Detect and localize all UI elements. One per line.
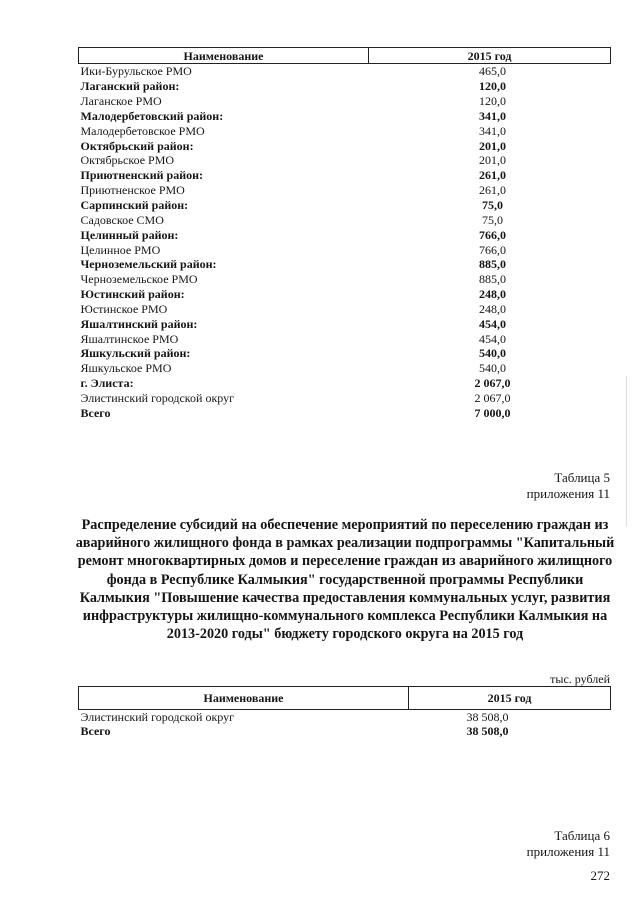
table-row xyxy=(79,109,611,124)
table-number: Таблица 6 xyxy=(554,828,610,843)
column-header-year: 2015 год xyxy=(369,48,611,64)
page-number: 272 xyxy=(590,868,610,883)
table-row xyxy=(79,287,611,302)
row-value: 2 067,0 xyxy=(474,390,511,405)
row-value: 261,0 xyxy=(479,168,506,183)
table-row xyxy=(79,376,611,391)
table-row xyxy=(79,212,611,227)
subsidy-table-5 xyxy=(78,686,611,738)
row-value: 201,0 xyxy=(479,153,506,168)
row-name: Яшалтинский район: xyxy=(80,316,198,331)
row-name: Малодербетовское РМО xyxy=(80,123,205,138)
table-header-row xyxy=(79,687,611,710)
row-value: 7 000,0 xyxy=(474,405,511,420)
row-value: 38 508,0 xyxy=(466,710,509,724)
row-name: Элистинский городской округ xyxy=(80,390,235,405)
column-header-year: 2015 год xyxy=(409,687,611,710)
row-name: Элистинский городской округ xyxy=(80,710,235,724)
table-row xyxy=(79,302,611,317)
table-row xyxy=(79,138,611,153)
row-value: 465,0 xyxy=(479,64,506,79)
table-5-title: Распределение субсидий на обеспечение мероприятий по переселению граждан из аварийного жилищного фонда в рамках реализации подпрограммы "Капитальный ремонт многоквартирных домов и переселение граждан из аварийного жилищного фонда в Республике Калмыкия" государственной программы Республики Калмыкия "Повышение качества предоставления коммунальных услуг, развития инфраструктуры жилищно-коммунального комплекса Республики Калмыкия на 2013-2020 годы" бюджету городского округа на 2015 год xyxy=(75,517,615,643)
appendix-reference: приложения 11 xyxy=(526,486,610,501)
row-value: 120,0 xyxy=(479,94,506,109)
row-value: 885,0 xyxy=(479,272,506,287)
row-value: 766,0 xyxy=(479,242,506,257)
row-name: Юстинское РМО xyxy=(80,301,168,316)
table-5-reference xyxy=(527,470,610,502)
row-value: 2 067,0 xyxy=(474,376,511,391)
table-row xyxy=(79,227,611,242)
row-value: 454,0 xyxy=(479,316,506,331)
row-name: Сарпинский район: xyxy=(80,198,189,213)
row-name: Октябрьский район: xyxy=(80,138,194,153)
row-value: 540,0 xyxy=(479,346,506,361)
row-value: 248,0 xyxy=(479,301,506,316)
table-number: Таблица 5 xyxy=(554,470,610,485)
table-row xyxy=(79,316,611,331)
table-row xyxy=(79,346,611,361)
row-name: Ики-Бурульское РМО xyxy=(80,64,192,79)
row-value: 341,0 xyxy=(479,108,506,123)
row-name: Целинный район: xyxy=(80,227,179,242)
row-value: 248,0 xyxy=(479,287,506,302)
row-name: Яшкульское РМО xyxy=(80,361,172,376)
column-header-name: Наименование xyxy=(79,687,409,710)
row-value: 75,0 xyxy=(482,212,503,227)
row-name: Лаганский район: xyxy=(80,79,180,94)
table-body xyxy=(79,710,611,739)
table-row xyxy=(79,391,611,406)
table-body xyxy=(79,64,611,421)
row-name: Яшалтинское РМО xyxy=(80,331,179,346)
row-value: 341,0 xyxy=(479,123,506,138)
row-name: Лаганское РМО xyxy=(80,94,162,109)
row-value: 540,0 xyxy=(479,361,506,376)
table-header-row xyxy=(79,48,611,64)
row-name: Всего xyxy=(80,724,111,738)
row-value: 261,0 xyxy=(479,183,506,198)
column-header-name: Наименование xyxy=(79,48,369,64)
subsidy-table-continued xyxy=(78,47,611,420)
table-row xyxy=(79,183,611,198)
row-value: 38 508,0 xyxy=(466,724,509,738)
row-value: 201,0 xyxy=(479,138,506,153)
row-name: Черноземельское РМО xyxy=(80,272,198,287)
table-row xyxy=(79,168,611,183)
table-row xyxy=(79,242,611,257)
row-name: Октябрьское РМО xyxy=(80,153,175,168)
row-value: 885,0 xyxy=(479,257,506,272)
row-name: Всего xyxy=(80,405,111,420)
row-name: Малодербетовский район: xyxy=(80,108,224,123)
row-name: Садовское СМО xyxy=(80,212,164,227)
table-row xyxy=(79,724,611,738)
row-name: Приютненское РМО xyxy=(80,183,185,198)
table-row xyxy=(79,79,611,94)
table-row xyxy=(79,153,611,168)
table-row xyxy=(79,123,611,138)
row-name: Юстинский район: xyxy=(80,287,185,302)
row-name: Приютненский район: xyxy=(80,168,204,183)
row-name: г. Элиста: xyxy=(80,376,134,391)
table-row xyxy=(79,272,611,287)
table-6-reference xyxy=(527,828,610,860)
table-row xyxy=(79,64,611,79)
row-value: 120,0 xyxy=(479,79,506,94)
table-row xyxy=(79,331,611,346)
row-name: Целинное РМО xyxy=(80,242,161,257)
row-value: 454,0 xyxy=(479,331,506,346)
table-row xyxy=(79,257,611,272)
scan-artifact-line xyxy=(626,376,627,526)
row-name: Черноземельский район: xyxy=(80,257,217,272)
row-value: 75,0 xyxy=(482,198,503,213)
table-row xyxy=(79,710,611,725)
table-row xyxy=(79,405,611,420)
appendix-reference: приложения 11 xyxy=(526,844,610,859)
table-row xyxy=(79,94,611,109)
table-row xyxy=(79,361,611,376)
table-row xyxy=(79,198,611,213)
row-name: Яшкульский район: xyxy=(80,346,191,361)
row-value: 766,0 xyxy=(479,227,506,242)
units-label: тыс. рублей xyxy=(550,672,610,686)
